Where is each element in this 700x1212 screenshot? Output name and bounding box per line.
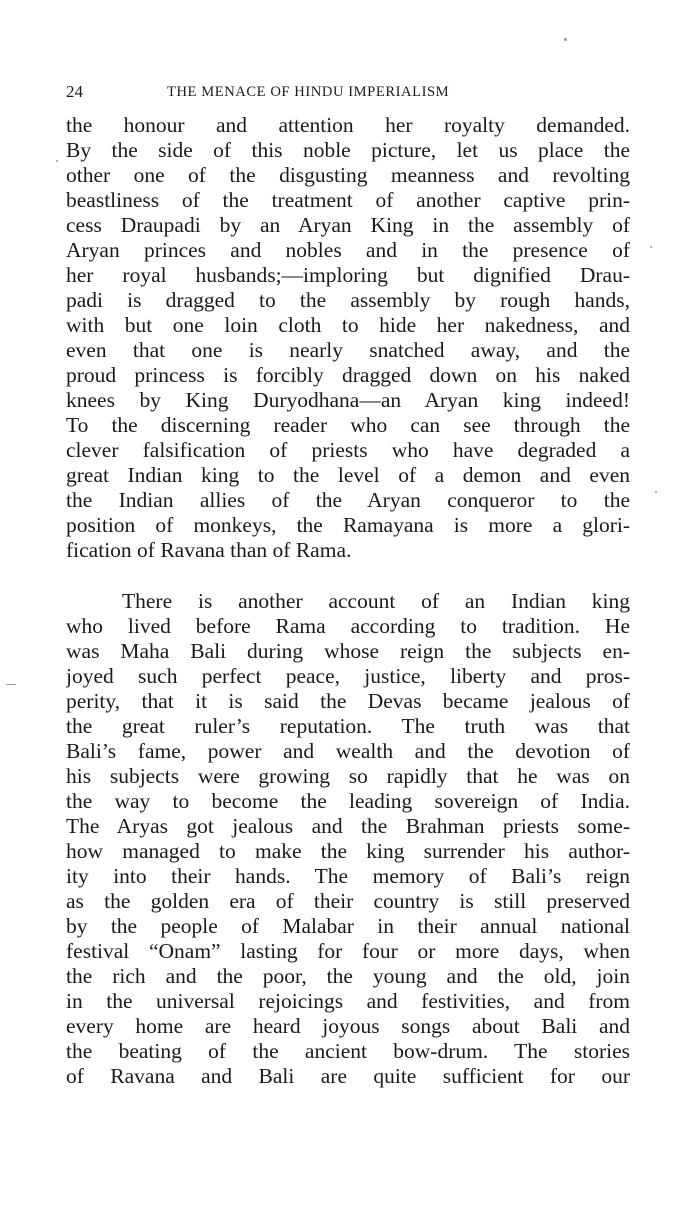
- text-line: her royal husbands;—imploring but dignified Drau-: [66, 263, 630, 287]
- text-line: fication of Ravana than of Rama.: [66, 538, 352, 562]
- text-line: perity, that it is said the Devas became jealous of: [66, 689, 630, 713]
- text-line: knees by King Duryodhana—an Aryan king indeed!: [66, 388, 630, 412]
- text-line: the Indian allies of the Aryan conqueror to the: [66, 488, 630, 512]
- text-line: joyed such perfect peace, justice, liberty and pros-: [66, 664, 630, 688]
- text-line: with but one loin cloth to hide her nakedness, and: [66, 313, 630, 337]
- text-line: cess Draupadi by an Aryan King in the assembly of: [66, 213, 630, 237]
- text-line: the great ruler’s reputation. The truth was that: [66, 714, 630, 738]
- text-line: The Aryas got jealous and the Brahman priests some-: [66, 814, 630, 838]
- text-line: was Maha Bali during whose reign the subjects en-: [66, 639, 630, 663]
- text-line: the rich and the poor, the young and the old, join: [66, 964, 630, 988]
- scan-speck: [655, 491, 657, 493]
- scan-speck: [650, 246, 652, 248]
- page-number: 24: [66, 82, 83, 101]
- text-line: great Indian king to the level of a demon and even: [66, 463, 630, 487]
- text-line: his subjects were growing so rapidly that he was on: [66, 764, 630, 788]
- text-line: festival “Onam” lasting for four or more days, when: [66, 939, 630, 963]
- text-line: even that one is nearly snatched away, and the: [66, 338, 630, 362]
- paragraph-1: [66, 113, 630, 563]
- text-line: of Ravana and Bali are quite sufficient for our: [66, 1064, 630, 1088]
- text-line: every home are heard joyous songs about Bali and: [66, 1014, 630, 1038]
- text-line: the honour and attention her royalty demanded.: [66, 113, 630, 137]
- text-line: the way to become the leading sovereign of India.: [66, 789, 630, 813]
- text-line: by the people of Malabar in their annual national: [66, 914, 630, 938]
- text-line: beastliness of the treatment of another captive prin-: [66, 188, 630, 212]
- text-line: By the side of this noble picture, let us place the: [66, 138, 630, 162]
- text-line: in the universal rejoicings and festivities, and from: [66, 989, 630, 1013]
- text-line: the beating of the ancient bow-drum. The stories: [66, 1039, 630, 1063]
- text-line: proud princess is forcibly dragged down on his naked: [66, 363, 630, 387]
- text-line: Aryan princes and nobles and in the presence of: [66, 238, 630, 262]
- running-title: THE MENACE OF HINDU IMPERIALISM: [167, 84, 450, 100]
- text-line: Bali’s fame, power and wealth and the devotion of: [66, 739, 630, 763]
- text-line: who lived before Rama according to tradition. He: [66, 614, 630, 638]
- text-line: clever falsification of priests who have degraded a: [66, 438, 630, 462]
- text-line: To the discerning reader who can see through the: [66, 413, 630, 437]
- text-line: padi is dragged to the assembly by rough hands,: [66, 288, 630, 312]
- scan-speck: [6, 684, 16, 685]
- text-line: ity into their hands. The memory of Bali’s reign: [66, 864, 630, 888]
- text-line: how managed to make the king surrender his author-: [66, 839, 630, 863]
- paragraph-2: [66, 589, 630, 1089]
- scan-speck: [564, 38, 567, 41]
- text-line: There is another account of an Indian king: [122, 589, 630, 613]
- text-line: position of monkeys, the Ramayana is more a glori-: [66, 513, 630, 537]
- scan-speck: [56, 160, 58, 162]
- text-line: as the golden era of their country is still preserved: [66, 889, 630, 913]
- text-line: other one of the disgusting meanness and revolting: [66, 163, 630, 187]
